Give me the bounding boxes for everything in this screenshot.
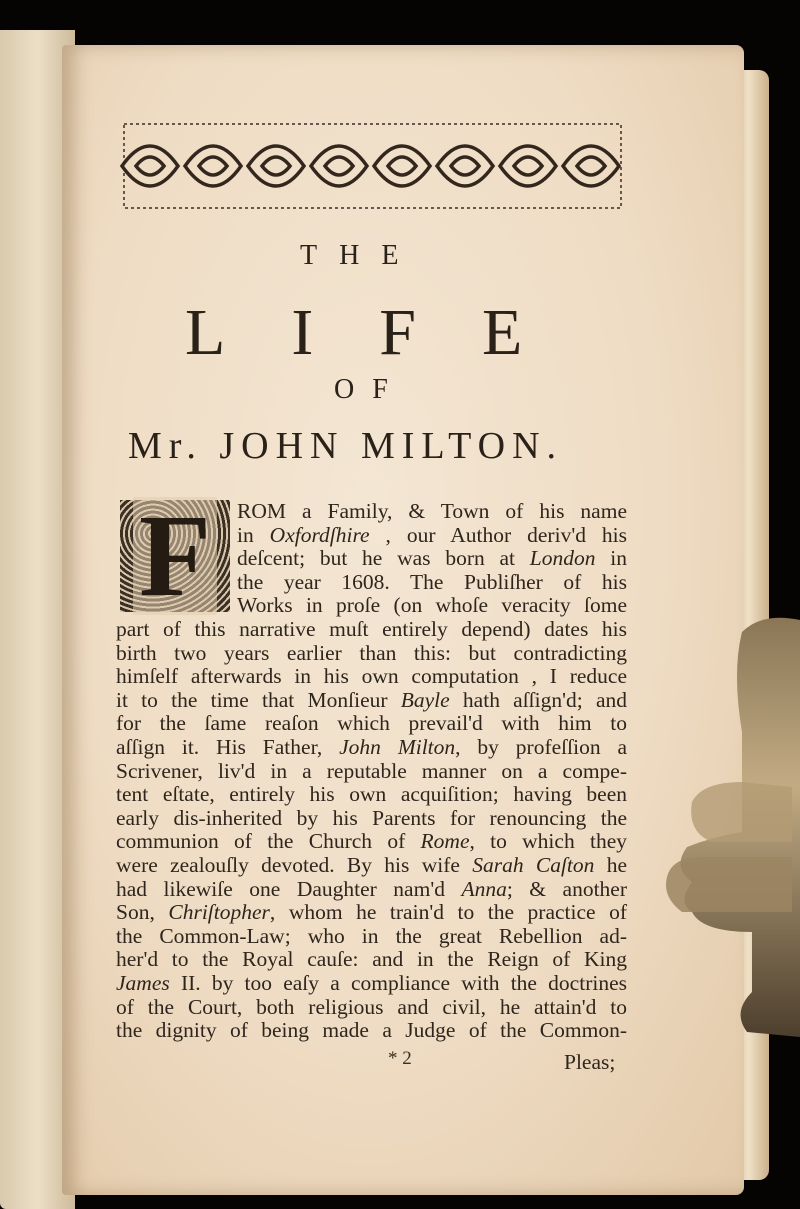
text-run: Scrivener, liv'd in a reputable manner on a compe- xyxy=(116,758,627,783)
italic-name: James xyxy=(116,971,170,995)
italic-name: Oxfordſhire xyxy=(269,522,370,547)
text-run: for the ſame reaſon which prevail'd with him to xyxy=(116,711,627,736)
text-line xyxy=(116,948,627,972)
italic-name: John Milton xyxy=(339,735,456,759)
text-run: he xyxy=(594,853,628,877)
text-line xyxy=(237,571,627,595)
text-run: , whom he train'd to the practice of xyxy=(269,900,627,925)
text-run: communion of the Church of xyxy=(116,829,421,854)
text-line xyxy=(237,500,627,524)
ornament-scroll xyxy=(136,157,164,175)
text-run: ; & another xyxy=(506,876,627,901)
text-run: , by profeſſion a xyxy=(455,735,628,759)
text-line xyxy=(116,760,627,784)
text-run: it to the time that Monſieur xyxy=(116,687,401,712)
text-run: Works in proſe (on whoſe veracity ſome xyxy=(237,593,627,618)
text-line xyxy=(116,642,627,666)
text-run: her'd to the Royal cauſe: and in the Reign of King xyxy=(116,947,627,972)
text-run: deſcent; but he was born at xyxy=(237,546,530,571)
title-mr: Mr. xyxy=(128,425,203,467)
ornament-scroll xyxy=(122,146,178,186)
text-run: Son, xyxy=(116,900,169,925)
italic-name: Chriſtopher xyxy=(168,900,270,925)
text-line xyxy=(116,925,627,949)
text-line xyxy=(116,783,627,807)
text-line xyxy=(237,524,627,548)
text-run: ROM a Family, & Town of his name xyxy=(237,499,627,523)
text-run: , our Author deriv'd his xyxy=(369,522,627,547)
ornament-scroll xyxy=(388,157,416,175)
text-line xyxy=(116,665,627,689)
drop-cap-letter: F xyxy=(133,497,217,615)
ornament-scroll xyxy=(563,146,619,186)
text-line xyxy=(116,618,627,642)
ornament-scroll xyxy=(514,157,542,175)
ornament-scroll xyxy=(500,146,556,186)
decorated-initial xyxy=(120,490,230,621)
italic-name: Sarah Caſton xyxy=(472,853,595,877)
text-run: birth two years earlier than this: but contradicting xyxy=(116,640,627,665)
ornament-scroll xyxy=(199,157,227,175)
text-run: aſſign it. His Father, xyxy=(116,735,340,759)
text-line xyxy=(116,901,627,925)
ornament-scroll xyxy=(185,146,241,186)
text-run: in xyxy=(595,546,627,571)
text-line xyxy=(116,830,627,854)
text-line xyxy=(237,547,627,571)
text-line xyxy=(116,1019,627,1043)
ornament-scroll xyxy=(374,146,430,186)
italic-name: Rome xyxy=(420,829,470,854)
ornament-scroll xyxy=(437,146,493,186)
catchword: Pleas; xyxy=(564,1050,616,1074)
text-run: had likewiſe one Daughter nam'd xyxy=(116,876,462,901)
text-line xyxy=(116,807,627,831)
title-the: THE xyxy=(300,240,421,271)
ornament-scroll xyxy=(577,157,605,175)
text-run: tent eſtate, entirely his own acquiſition; having been xyxy=(116,782,627,807)
italic-name: Bayle xyxy=(400,687,450,712)
text-run: the dignity of being made a Judge of the Common- xyxy=(116,1018,627,1043)
text-line xyxy=(116,712,627,736)
text-line xyxy=(116,878,627,902)
italic-name: London xyxy=(529,546,596,571)
text-line xyxy=(116,854,627,878)
ornament-scroll xyxy=(248,146,304,186)
ornament-scroll xyxy=(451,157,479,175)
title-life: LIFE xyxy=(185,296,589,369)
text-run: the Common-Law; who in the great Rebellion ad- xyxy=(116,923,627,948)
text-line xyxy=(116,996,627,1020)
title-of: OF xyxy=(334,374,406,405)
signature-mark: * 2 xyxy=(388,1048,412,1069)
ornament-headpiece xyxy=(120,120,625,212)
ornament-scroll xyxy=(311,146,367,186)
text-line xyxy=(116,689,627,713)
ornament-scroll xyxy=(325,157,353,175)
text-run: were zealouſly devoted. By his wife xyxy=(116,853,473,877)
text-run: himſelf afterwards in his own computation , I reduce xyxy=(116,664,627,689)
text-run: II. by too eaſy a compliance with the doctrines xyxy=(169,971,627,995)
text-line xyxy=(237,594,627,618)
text-line xyxy=(116,736,627,760)
text-run: part of this narrative muſt entirely depend) dates his xyxy=(116,617,627,641)
brass-page-clip xyxy=(662,612,800,1037)
text-run: the year 1608. The Publiſher of his xyxy=(237,569,627,594)
text-run: in xyxy=(237,522,270,547)
ornament-scroll xyxy=(262,157,290,175)
title-john-milton: JOHN MILTON. xyxy=(219,425,564,467)
text-run: , to which they xyxy=(469,829,627,854)
text-run: of the Court, both religious and civil, he attain'd to xyxy=(116,994,627,1019)
title-name xyxy=(128,424,563,468)
text-run: early dis-inherited by his Parents for renouncing the xyxy=(116,805,627,830)
italic-name: Anna xyxy=(461,876,507,901)
text-run: hath aſſign'd; and xyxy=(449,687,627,712)
text-line xyxy=(116,972,627,996)
